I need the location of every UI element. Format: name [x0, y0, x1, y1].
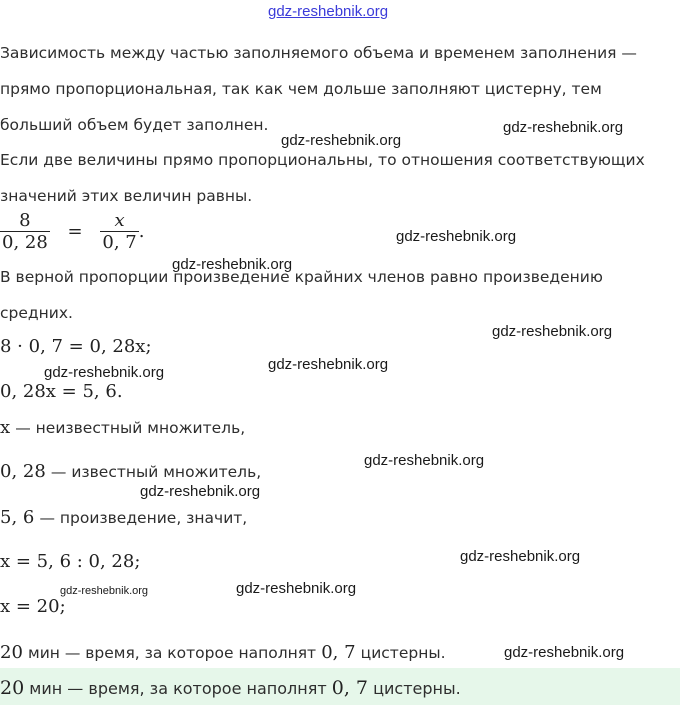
- proportion-formula: [0, 210, 144, 253]
- definition-line: [0, 417, 245, 438]
- paragraph-line: прямо пропорциональная, так как чем дольше заполняют цистерну, тем: [0, 80, 602, 98]
- fraction: [100, 210, 138, 253]
- watermark: gdz-reshebnik.org: [364, 452, 485, 469]
- watermark: gdz-reshebnik.org: [281, 132, 402, 149]
- definition-text: — неизвестный множитель,: [15, 419, 246, 437]
- numerator: 8: [19, 210, 31, 231]
- definition-text: — произведение, значит,: [39, 509, 248, 527]
- watermark: gdz-reshebnik.org: [60, 585, 149, 597]
- equation: 0, 28x = 5, 6.: [0, 381, 123, 402]
- answer-text: цистерны.: [373, 679, 461, 698]
- definition-line: [0, 507, 247, 528]
- watermark: gdz-reshebnik.org: [172, 256, 293, 273]
- equals-sign: =: [67, 221, 83, 242]
- number: 5, 6: [0, 507, 35, 528]
- answer-line: [0, 677, 461, 699]
- result-text: цистерны.: [360, 644, 446, 662]
- watermark: gdz-reshebnik.org: [44, 364, 165, 381]
- answer-box: [0, 668, 680, 705]
- paragraph-line: средних.: [0, 304, 73, 322]
- watermark: gdz-reshebnik.org: [140, 483, 261, 500]
- watermark: gdz-reshebnik.org: [268, 356, 389, 373]
- watermark: gdz-reshebnik.org: [504, 644, 625, 661]
- paragraph-line: значений этих величин равны.: [0, 187, 253, 205]
- result-text: мин — время, за которое наполнят: [28, 644, 317, 662]
- definition-text: — известный множитель,: [50, 463, 262, 481]
- number: 0, 28: [0, 461, 46, 482]
- equation: 8 · 0, 7 = 0, 28x;: [0, 336, 152, 357]
- watermark: gdz-reshebnik.org: [396, 228, 517, 245]
- numerator: x: [114, 210, 125, 231]
- denominator: 0, 7: [102, 232, 137, 253]
- number: 20: [0, 677, 25, 699]
- equation: x = 5, 6 : 0, 28;: [0, 551, 141, 572]
- answer-text: мин — время, за которое наполнят: [29, 679, 327, 698]
- result-line: [0, 642, 446, 663]
- paragraph-line: Зависимость между частью заполняемого объема и временем заполнения —: [0, 44, 637, 62]
- watermark-link[interactable]: gdz-reshebnik.org: [268, 3, 389, 20]
- variable: x: [0, 417, 11, 438]
- paragraph-line: Если две величины прямо пропорциональны, то отношения соответствующих: [0, 151, 645, 169]
- period: .: [138, 221, 145, 242]
- number: 20: [0, 642, 23, 663]
- number: 0, 7: [321, 642, 356, 663]
- equation: x = 20;: [0, 596, 66, 617]
- number: 0, 7: [331, 677, 369, 699]
- paragraph-line: В верной пропорции произведение крайних членов равно произведению: [0, 268, 603, 286]
- definition-line: [0, 461, 261, 482]
- watermark: gdz-reshebnik.org: [492, 323, 613, 340]
- watermark: gdz-reshebnik.org: [236, 580, 357, 597]
- watermark: gdz-reshebnik.org: [503, 119, 624, 136]
- fraction: [0, 210, 50, 253]
- denominator: 0, 28: [2, 232, 48, 253]
- watermark: gdz-reshebnik.org: [460, 548, 581, 565]
- paragraph-line: больший объем будет заполнен.: [0, 116, 269, 134]
